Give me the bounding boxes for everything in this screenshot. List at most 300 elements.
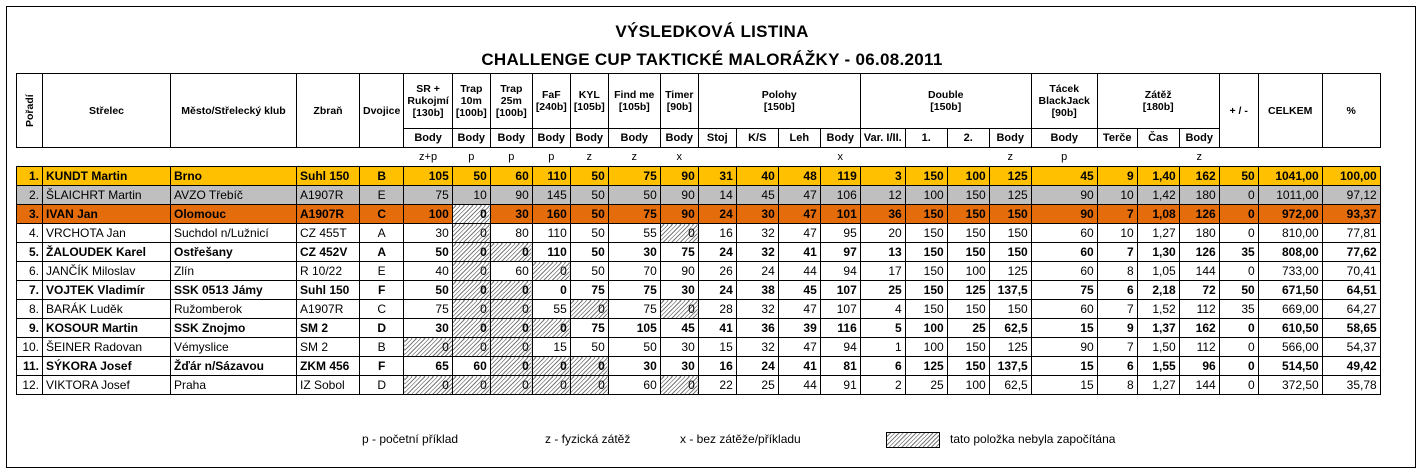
header-faf: FaF [240b] (532, 74, 570, 129)
cell-zat: 126 (1179, 205, 1219, 224)
cell-ks: 32 (736, 224, 778, 243)
legend-x: x - bez zátěže/příkladu (680, 432, 801, 446)
cell-sr: 75 (404, 186, 452, 205)
cell-faf: 145 (532, 186, 570, 205)
cell-timer: 90 (660, 262, 698, 281)
cell-pair: C (360, 300, 404, 319)
cell-d1: 150 (905, 205, 947, 224)
cell-find: 75 (608, 281, 660, 300)
cell-pair: F (360, 357, 404, 376)
subheader-body: Body (608, 129, 660, 148)
cell-t10: 0 (452, 319, 490, 338)
header-zatez: Zátěž [180b] (1097, 74, 1219, 129)
cell-leh: 44 (778, 376, 820, 395)
cell-cas: 1,27 (1137, 376, 1179, 395)
header-strelec: Střelec (43, 74, 171, 148)
cell-pm: 0 (1219, 319, 1258, 338)
cell-faf: 110 (532, 224, 570, 243)
cell-find: 55 (608, 224, 660, 243)
cell-ks: 32 (736, 338, 778, 357)
cell-club: Olomouc (171, 205, 297, 224)
cell-ks: 30 (736, 205, 778, 224)
cell-club: Vémyslice (171, 338, 297, 357)
cell-pct: 100,00 (1322, 167, 1380, 186)
cell-name: VRCHOTA Jan (43, 224, 171, 243)
cell-timer: 0 (660, 376, 698, 395)
cell-pol: 97 (820, 243, 860, 262)
cell-sr: 50 (404, 243, 452, 262)
cell-leh: 44 (778, 262, 820, 281)
cell-t10: 50 (452, 167, 490, 186)
cell-d2: 100 (947, 376, 989, 395)
cell-tacek: 60 (1031, 224, 1097, 243)
cell-pm: 0 (1219, 224, 1258, 243)
cell-rank: 10. (17, 338, 43, 357)
cell-find: 50 (608, 186, 660, 205)
cell-pol: 107 (820, 281, 860, 300)
cell-timer: 30 (660, 338, 698, 357)
result-row (17, 205, 1381, 224)
cell-celkem: 669,00 (1258, 300, 1322, 319)
cell-d1: 150 (905, 224, 947, 243)
cell-rank: 11. (17, 357, 43, 376)
subheader-body: Body (660, 129, 698, 148)
result-row (17, 319, 1381, 338)
notes-row (17, 148, 1381, 167)
header-sr: SR + Rukojmí [130b] (404, 74, 452, 129)
cell-pair: C (360, 205, 404, 224)
cell-kyl: 0 (570, 357, 608, 376)
cell-zat: 180 (1179, 224, 1219, 243)
cell-stoj: 24 (698, 243, 736, 262)
cell-pm: 35 (1219, 243, 1258, 262)
cell-name: BARÁK Luděk (43, 300, 171, 319)
cell-tacek: 45 (1031, 167, 1097, 186)
header-timer: Timer [90b] (660, 74, 698, 129)
cell-terce: 7 (1097, 205, 1137, 224)
note-faf: p (548, 151, 555, 163)
cell-pair: B (360, 167, 404, 186)
cell-kyl: 75 (570, 319, 608, 338)
cell-faf: 0 (532, 262, 570, 281)
cell-zat: 180 (1179, 186, 1219, 205)
cell-ks: 32 (736, 243, 778, 262)
cell-leh: 41 (778, 357, 820, 376)
cell-dbl: 125 (989, 338, 1031, 357)
result-row (17, 376, 1381, 395)
result-row (17, 243, 1381, 262)
cell-cas: 1,05 (1137, 262, 1179, 281)
cell-celkem: 1011,00 (1258, 186, 1322, 205)
subheader-body: Body (532, 129, 570, 148)
cell-rank: 1. (17, 167, 43, 186)
cell-var: 6 (860, 357, 905, 376)
cell-terce: 10 (1097, 186, 1137, 205)
cell-club: Brno (171, 167, 297, 186)
subheader-leh: Leh (778, 129, 820, 148)
cell-rank: 8. (17, 300, 43, 319)
cell-dbl: 137,5 (989, 281, 1031, 300)
cell-find: 105 (608, 319, 660, 338)
cell-t25: 0 (490, 338, 532, 357)
cell-tacek: 90 (1031, 338, 1097, 357)
cell-kyl: 50 (570, 186, 608, 205)
note-findme: z (631, 151, 638, 163)
cell-celkem: 810,00 (1258, 224, 1322, 243)
cell-t10: 0 (452, 300, 490, 319)
cell-cas: 1,50 (1137, 338, 1179, 357)
cell-kyl: 50 (570, 243, 608, 262)
cell-timer: 30 (660, 357, 698, 376)
note-double: z (1007, 151, 1013, 163)
cell-celkem: 733,00 (1258, 262, 1322, 281)
cell-find: 75 (608, 167, 660, 186)
cell-t10: 0 (452, 205, 490, 224)
cell-weapon: Suhl 150 (297, 167, 360, 186)
cell-tacek: 75 (1031, 281, 1097, 300)
subheader-body: Body (1031, 129, 1097, 148)
result-row (17, 300, 1381, 319)
cell-pol: 91 (820, 376, 860, 395)
cell-timer: 75 (660, 243, 698, 262)
cell-pair: D (360, 319, 404, 338)
legend-p: p - početní příklad (362, 432, 459, 446)
cell-dbl: 150 (989, 224, 1031, 243)
cell-find: 75 (608, 205, 660, 224)
cell-tacek: 90 (1031, 186, 1097, 205)
cell-timer: 90 (660, 167, 698, 186)
cell-weapon: SM 2 (297, 319, 360, 338)
cell-kyl: 50 (570, 205, 608, 224)
subheader-d1: 1. (905, 129, 947, 148)
header-celkem: CELKEM (1258, 74, 1322, 148)
cell-weapon: CZ 455T (297, 224, 360, 243)
cell-sr: 50 (404, 281, 452, 300)
note-tacek: p (1061, 151, 1068, 163)
cell-find: 60 (608, 376, 660, 395)
cell-kyl: 0 (570, 376, 608, 395)
subheader-body: Body (1179, 129, 1219, 148)
header-findme: Find me [105b] (608, 74, 660, 129)
cell-t25: 80 (490, 224, 532, 243)
cell-var: 36 (860, 205, 905, 224)
cell-faf: 0 (532, 376, 570, 395)
cell-faf: 0 (532, 357, 570, 376)
cell-ks: 32 (736, 300, 778, 319)
cell-club: Praha (171, 376, 297, 395)
cell-t25: 0 (490, 243, 532, 262)
cell-stoj: 14 (698, 186, 736, 205)
cell-dbl: 150 (989, 205, 1031, 224)
cell-dbl: 62,5 (989, 376, 1031, 395)
cell-terce: 7 (1097, 300, 1137, 319)
cell-pct: 77,62 (1322, 243, 1380, 262)
cell-pm: 0 (1219, 357, 1258, 376)
cell-name: ŽALOUDEK Karel (43, 243, 171, 262)
cell-club: SSK Znojmo (171, 319, 297, 338)
cell-tacek: 15 (1031, 376, 1097, 395)
cell-rank: 9. (17, 319, 43, 338)
cell-d2: 150 (947, 338, 989, 357)
cell-ks: 45 (736, 186, 778, 205)
note-trap25: p (508, 151, 515, 163)
header-pct: % (1322, 74, 1380, 148)
subheader-body: Body (404, 129, 452, 148)
cell-terce: 8 (1097, 262, 1137, 281)
cell-pair: A (360, 243, 404, 262)
cell-d1: 150 (905, 243, 947, 262)
subheader-body: Body (490, 129, 532, 148)
subheader-body: Body (570, 129, 608, 148)
cell-pct: 64,51 (1322, 281, 1380, 300)
subheader-cas: Čas (1137, 129, 1179, 148)
cell-stoj: 28 (698, 300, 736, 319)
cell-weapon: Suhl 150 (297, 281, 360, 300)
cell-ks: 38 (736, 281, 778, 300)
cell-zat: 126 (1179, 243, 1219, 262)
cell-terce: 8 (1097, 376, 1137, 395)
cell-pct: 77,81 (1322, 224, 1380, 243)
subheader-body: Body (452, 129, 490, 148)
cell-faf: 55 (532, 300, 570, 319)
cell-timer: 0 (660, 300, 698, 319)
page-title: VÝSLEDKOVÁ LISTINA (615, 22, 809, 41)
header-kyl: KYL [105b] (570, 74, 608, 129)
result-row (17, 167, 1381, 186)
note-polohy: x (837, 151, 844, 163)
cell-tacek: 60 (1031, 243, 1097, 262)
cell-d2: 150 (947, 205, 989, 224)
cell-pm: 0 (1219, 376, 1258, 395)
cell-d1: 150 (905, 300, 947, 319)
cell-sr: 30 (404, 319, 452, 338)
cell-leh: 45 (778, 281, 820, 300)
cell-club: SSK 0513 Jámy (171, 281, 297, 300)
cell-pair: E (360, 186, 404, 205)
cell-pol: 107 (820, 300, 860, 319)
cell-name: VOJTEK Vladimír (43, 281, 171, 300)
subheader-d2: 2. (947, 129, 989, 148)
cell-zat: 162 (1179, 167, 1219, 186)
cell-faf: 0 (532, 319, 570, 338)
cell-faf: 160 (532, 205, 570, 224)
cell-rank: 7. (17, 281, 43, 300)
cell-d1: 100 (905, 186, 947, 205)
cell-terce: 6 (1097, 357, 1137, 376)
cell-dbl: 150 (989, 300, 1031, 319)
cell-t10: 10 (452, 186, 490, 205)
cell-club: Žďár n/Sázavou (171, 357, 297, 376)
cell-d1: 150 (905, 281, 947, 300)
header-polohy: Polohy [150b] (698, 74, 860, 129)
cell-rank: 2. (17, 186, 43, 205)
note-timer: x (676, 151, 683, 163)
note-sr: z+p (419, 151, 438, 163)
cell-d2: 125 (947, 281, 989, 300)
note-kyl: z (586, 151, 593, 163)
cell-tacek: 90 (1031, 205, 1097, 224)
cell-celkem: 514,50 (1258, 357, 1322, 376)
cell-rank: 5. (17, 243, 43, 262)
cell-d2: 150 (947, 300, 989, 319)
cell-kyl: 50 (570, 167, 608, 186)
cell-name: IVAN Jan (43, 205, 171, 224)
cell-timer: 0 (660, 224, 698, 243)
cell-celkem: 671,50 (1258, 281, 1322, 300)
result-row (17, 262, 1381, 281)
cell-dbl: 125 (989, 262, 1031, 281)
cell-sr: 75 (404, 300, 452, 319)
page-subtitle: CHALLENGE CUP TAKTICKÉ MALORÁŽKY - 06.08.2011 (481, 50, 943, 69)
cell-stoj: 31 (698, 167, 736, 186)
legend-z: z - fyzická zátěž (545, 432, 631, 446)
cell-pair: A (360, 224, 404, 243)
cell-pm: 0 (1219, 186, 1258, 205)
cell-pct: 35,78 (1322, 376, 1380, 395)
cell-club: Ostřešany (171, 243, 297, 262)
cell-var: 17 (860, 262, 905, 281)
cell-zat: 144 (1179, 376, 1219, 395)
cell-weapon: CZ 452V (297, 243, 360, 262)
cell-pct: 54,37 (1322, 338, 1380, 357)
cell-zat: 144 (1179, 262, 1219, 281)
cell-dbl: 125 (989, 186, 1031, 205)
cell-t10: 60 (452, 357, 490, 376)
cell-faf: 110 (532, 167, 570, 186)
cell-dbl: 125 (989, 167, 1031, 186)
cell-kyl: 75 (570, 281, 608, 300)
cell-pair: B (360, 338, 404, 357)
cell-pol: 119 (820, 167, 860, 186)
header-zbran: Zbraň (297, 74, 360, 148)
cell-leh: 47 (778, 338, 820, 357)
cell-rank: 6. (17, 262, 43, 281)
cell-leh: 47 (778, 205, 820, 224)
cell-t25: 0 (490, 357, 532, 376)
cell-rank: 3. (17, 205, 43, 224)
cell-d1: 25 (905, 376, 947, 395)
cell-t25: 90 (490, 186, 532, 205)
cell-pm: 50 (1219, 167, 1258, 186)
cell-club: Ružomberok (171, 300, 297, 319)
cell-d2: 150 (947, 224, 989, 243)
cell-var: 20 (860, 224, 905, 243)
header-dvojice: Dvojice (360, 74, 404, 148)
cell-pm: 0 (1219, 262, 1258, 281)
cell-d2: 150 (947, 357, 989, 376)
cell-pct: 58,65 (1322, 319, 1380, 338)
cell-pol: 101 (820, 205, 860, 224)
cell-faf: 110 (532, 243, 570, 262)
cell-t10: 0 (452, 224, 490, 243)
header-mesto: Město/Střelecký klub (171, 74, 297, 148)
cell-var: 3 (860, 167, 905, 186)
cell-club: Suchdol n/Lužnicí (171, 224, 297, 243)
cell-cas: 1,08 (1137, 205, 1179, 224)
cell-terce: 10 (1097, 224, 1137, 243)
subheader-ks: K/S (736, 129, 778, 148)
header-poradi: Pořadí (17, 74, 43, 148)
cell-kyl: 50 (570, 224, 608, 243)
cell-zat: 96 (1179, 357, 1219, 376)
cell-leh: 41 (778, 243, 820, 262)
cell-var: 25 (860, 281, 905, 300)
cell-t10: 0 (452, 281, 490, 300)
cell-sr: 0 (404, 338, 452, 357)
cell-d1: 150 (905, 262, 947, 281)
cell-ks: 36 (736, 319, 778, 338)
result-row (17, 357, 1381, 376)
cell-rank: 4. (17, 224, 43, 243)
cell-tacek: 15 (1031, 319, 1097, 338)
cell-stoj: 15 (698, 338, 736, 357)
result-row (17, 186, 1381, 205)
cell-celkem: 972,00 (1258, 205, 1322, 224)
cell-d2: 150 (947, 186, 989, 205)
header-trap10: Trap 10m [100b] (452, 74, 490, 129)
cell-pol: 81 (820, 357, 860, 376)
cell-cas: 2,18 (1137, 281, 1179, 300)
cell-sr: 30 (404, 224, 452, 243)
cell-var: 13 (860, 243, 905, 262)
cell-stoj: 24 (698, 205, 736, 224)
cell-stoj: 16 (698, 224, 736, 243)
cell-faf: 0 (532, 281, 570, 300)
cell-d1: 100 (905, 338, 947, 357)
cell-name: KOSOUR Martin (43, 319, 171, 338)
header-double: Double [150b] (860, 74, 1031, 129)
cell-celkem: 808,00 (1258, 243, 1322, 262)
cell-t25: 30 (490, 205, 532, 224)
cell-timer: 90 (660, 186, 698, 205)
cell-t10: 0 (452, 262, 490, 281)
cell-d2: 100 (947, 167, 989, 186)
cell-d1: 150 (905, 167, 947, 186)
cell-stoj: 22 (698, 376, 736, 395)
cell-weapon: SM 2 (297, 338, 360, 357)
cell-pol: 94 (820, 262, 860, 281)
cell-kyl: 0 (570, 300, 608, 319)
cell-d2: 150 (947, 243, 989, 262)
cell-stoj: 24 (698, 281, 736, 300)
cell-d2: 100 (947, 262, 989, 281)
cell-var: 12 (860, 186, 905, 205)
subheader-var: Var. I/II. (860, 129, 905, 148)
cell-stoj: 26 (698, 262, 736, 281)
cell-weapon: ZKM 456 (297, 357, 360, 376)
cell-celkem: 610,50 (1258, 319, 1322, 338)
cell-ks: 24 (736, 262, 778, 281)
cell-pct: 97,12 (1322, 186, 1380, 205)
cell-stoj: 41 (698, 319, 736, 338)
cell-pct: 49,42 (1322, 357, 1380, 376)
cell-faf: 15 (532, 338, 570, 357)
cell-var: 2 (860, 376, 905, 395)
cell-name: JANČÍK Miloslav (43, 262, 171, 281)
cell-celkem: 372,50 (1258, 376, 1322, 395)
cell-pair: E (360, 262, 404, 281)
result-row (17, 224, 1381, 243)
cell-t25: 0 (490, 376, 532, 395)
cell-pct: 70,41 (1322, 262, 1380, 281)
cell-terce: 9 (1097, 319, 1137, 338)
cell-sr: 40 (404, 262, 452, 281)
cell-sr: 0 (404, 376, 452, 395)
cell-dbl: 62,5 (989, 319, 1031, 338)
cell-leh: 48 (778, 167, 820, 186)
cell-cas: 1,40 (1137, 167, 1179, 186)
cell-pair: F (360, 281, 404, 300)
